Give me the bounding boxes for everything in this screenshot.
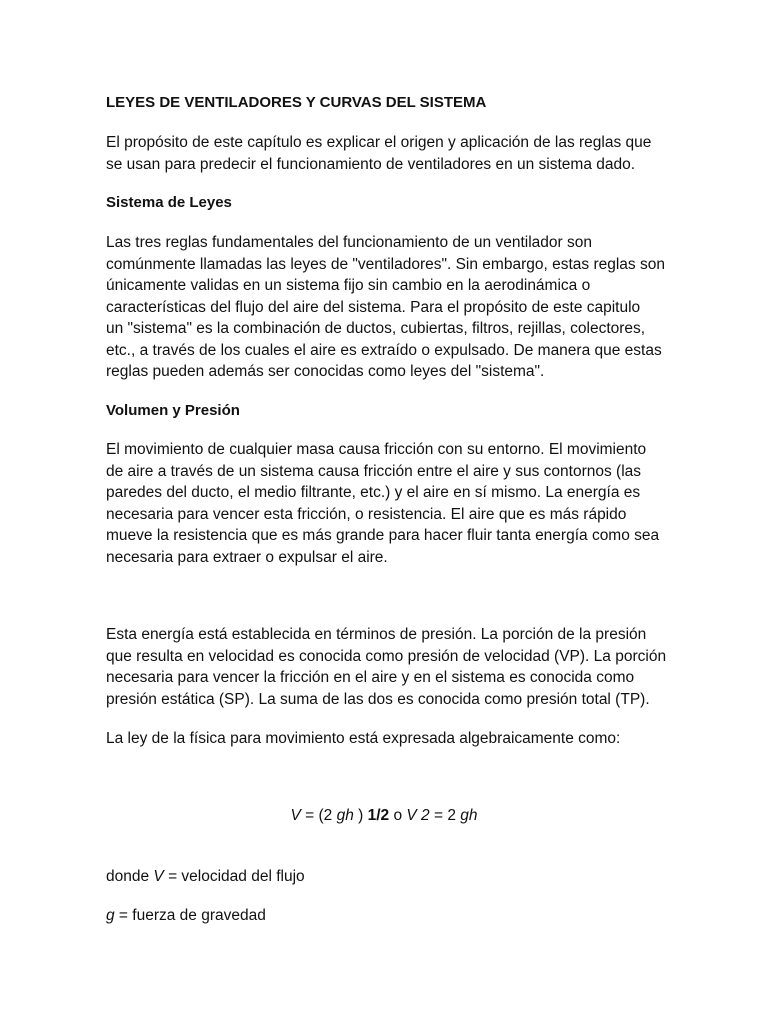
text-line: necesaria para vencer la fricción en el aire y en el sistema es conocida como [106, 669, 635, 686]
text-line: mueve la resistencia que es más grande para hacer fluir tanta energía como sea [106, 527, 660, 544]
text-line: La ley de la física para movimiento está expresada algebraicamente como: [106, 730, 621, 747]
document-title: LEYES DE VENTILADORES Y CURVAS DEL SISTEMA [106, 94, 487, 111]
text-line: El propósito de este capítulo es explicar el origen y aplicación de las reglas que [106, 134, 652, 151]
paragraph-sistema-de-leyes [106, 232, 666, 383]
text-line: características del flujo del aire del sistema. Para el propósito de este capitulo [106, 298, 641, 316]
definition-gravity: g = fuerza de gravedad [106, 907, 266, 924]
text-line: de aire a través de un sistema causa fricción entre el aire y sus contornos (las [106, 462, 642, 480]
text-line: un "sistema" es la combinación de ductos, cubiertas, filtros, rejillas, colectores, [106, 320, 646, 337]
text-line: únicamente validas en un sistema fijo sin cambio en la aerodinámica o [106, 277, 591, 294]
paragraph-movimiento [106, 439, 666, 568]
text-line: presión estática (SP). La suma de las dos es conocida como presión total (TP). [106, 690, 650, 708]
section-heading-sistema-de-leyes: Sistema de Leyes [106, 194, 232, 211]
text-line: etc., a través de los cuales el aire es extraído o expulsado. De manera que estas [106, 341, 662, 359]
text-line: reglas pueden además ser conocidas como leyes del "sistema". [106, 363, 545, 380]
text-line: paredes del ducto, el medio filtrante, etc.) y el aire en sí mismo. La energía es [106, 484, 641, 501]
velocity-formula: V = (2 gh ) 1/2 o V 2 = 2 gh [290, 807, 478, 824]
definition-velocity: donde V = velocidad del flujo [106, 868, 305, 885]
text-line: que resulta en velocidad es conocida como presión de velocidad (VP). La porción [106, 647, 667, 665]
text-line: Esta energía está establecida en términos de presión. La porción de la presión [106, 626, 647, 643]
text-line: necesaria para vencer esta fricción, o resistencia. El aire que es más rápido [106, 505, 627, 523]
text-line: El movimiento de cualquier masa causa fricción con su entorno. El movimiento [106, 441, 647, 458]
text-line: necesaria para extraer o expulsar el aire. [106, 548, 388, 566]
section-heading-volumen-y-presion: Volumen y Presión [106, 402, 240, 419]
paragraph-ley-fisica [106, 728, 666, 750]
text-line: comúnmente llamadas las leyes de "ventiladores". Sin embargo, estas reglas son [106, 255, 665, 273]
intro-paragraph [106, 132, 666, 175]
paragraph-energia-presion [106, 624, 666, 710]
text-line: se usan para predecir el funcionamiento de ventiladores en un sistema dado. [106, 155, 636, 173]
text-line: Las tres reglas fundamentales del funcionamiento de un ventilador son [106, 234, 592, 251]
